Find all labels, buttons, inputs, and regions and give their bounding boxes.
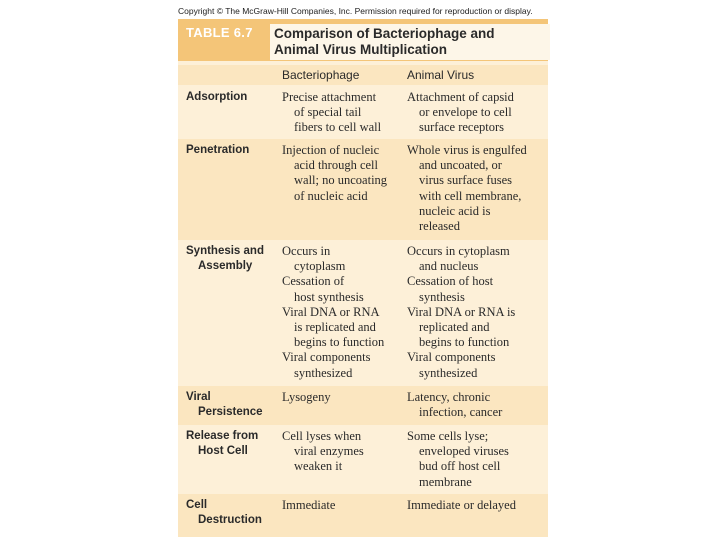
cell-line: Viral components xyxy=(282,350,371,365)
cell-line: begins to function xyxy=(419,335,510,350)
cell-line: replicated and xyxy=(419,320,490,335)
cell-line: Immediate xyxy=(282,498,336,512)
cell-line: is replicated and xyxy=(294,320,376,335)
bacteriophage-cell xyxy=(282,498,402,513)
table-title-line-1: Comparison of Bacteriophage and xyxy=(274,26,495,41)
cell-line: and nucleus xyxy=(419,259,479,274)
cell-line: Cessation of host xyxy=(407,274,494,289)
row-label-line: Adsorption xyxy=(186,91,248,103)
table-row-adsorption xyxy=(178,86,548,139)
table-row-cell-destruction xyxy=(178,494,548,537)
cell-line: with cell membrane, xyxy=(419,188,522,203)
cell-line: weaken it xyxy=(294,459,343,474)
row-label-line: Persistence xyxy=(198,406,263,418)
cell-line: Cessation of xyxy=(282,274,345,289)
cell-line: Whole virus is engulfed xyxy=(407,143,527,157)
cell-line: bud off host cell xyxy=(419,459,501,474)
cell-line: virus surface fuses xyxy=(419,173,513,188)
bacteriophage-cell xyxy=(282,390,402,405)
row-label xyxy=(186,244,274,274)
animal-virus-cell xyxy=(407,390,545,420)
cell-line: Lysogeny xyxy=(282,390,331,404)
cell-line: Cell lyses when xyxy=(282,429,362,443)
cell-line: or envelope to cell xyxy=(419,105,512,120)
cell-line: Some cells lyse; xyxy=(407,429,489,443)
cell-line: released xyxy=(419,219,460,234)
cell-line: wall; no uncoating xyxy=(294,173,388,188)
cell-line: surface receptors xyxy=(419,120,505,135)
cell-line: Viral DNA or RNA xyxy=(282,304,380,319)
cell-line: infection, cancer xyxy=(419,405,503,420)
cell-line: Occurs in cytoplasm xyxy=(407,244,510,258)
animal-virus-cell xyxy=(407,90,545,136)
bacteriophage-cell xyxy=(282,90,402,136)
row-label-line: Release from xyxy=(186,430,259,442)
table-row-release xyxy=(178,425,548,494)
row-label-line: Cell xyxy=(186,499,208,511)
table-row-synthesis-assembly xyxy=(178,240,548,386)
comparison-table xyxy=(178,19,548,537)
bacteriophage-cell xyxy=(282,143,402,204)
cell-line: Immediate or delayed xyxy=(407,498,516,512)
table-number: TABLE 6.7 xyxy=(186,25,253,40)
row-label xyxy=(186,143,274,158)
row-label-line: Assembly xyxy=(198,260,253,272)
row-label-line: Penetration xyxy=(186,144,250,156)
table-number-tag xyxy=(178,19,266,61)
cell-line: Viral components xyxy=(407,350,496,365)
row-label xyxy=(186,498,274,528)
cell-line: of special tail xyxy=(294,105,362,120)
cell-line: and uncoated, or xyxy=(419,158,502,173)
bacteriophage-cell xyxy=(282,429,402,475)
cell-line: synthesized xyxy=(294,365,353,380)
animal-virus-cell xyxy=(407,429,545,490)
copyright-notice: Copyright © The McGraw-Hill Companies, Inc. Permission required for reproduction or display. xyxy=(178,6,533,16)
table-row-viral-persistence xyxy=(178,386,548,425)
table-title-line-2: Animal Virus Multiplication xyxy=(274,42,448,57)
cell-line: viral enzymes xyxy=(294,444,364,459)
animal-virus-cell xyxy=(407,498,545,513)
cell-line: synthesis xyxy=(419,289,465,304)
cell-line: Attachment of capsid xyxy=(407,90,514,104)
cell-line: fibers to cell wall xyxy=(294,120,382,135)
row-label-line: Host Cell xyxy=(198,445,248,457)
row-label-line: Synthesis and xyxy=(186,245,264,257)
table-title xyxy=(270,24,550,60)
animal-virus-cell xyxy=(407,143,545,234)
cell-line: cytoplasm xyxy=(294,259,346,274)
cell-line: Injection of nucleic xyxy=(282,143,380,157)
cell-line: begins to function xyxy=(294,335,385,350)
cell-line: Viral DNA or RNA is xyxy=(407,304,516,319)
cell-line: Latency, chronic xyxy=(407,390,491,404)
row-label xyxy=(186,390,274,420)
cell-line: enveloped viruses xyxy=(419,444,509,459)
cell-line: membrane xyxy=(419,474,472,489)
cell-line: host synthesis xyxy=(294,289,364,304)
column-header-animal-virus: Animal Virus xyxy=(407,68,475,82)
cell-line: acid through cell xyxy=(294,158,378,173)
column-header-row xyxy=(178,65,548,85)
cell-line: nucleic acid is xyxy=(419,203,491,218)
row-label-line: Destruction xyxy=(198,514,262,526)
bacteriophage-cell xyxy=(282,244,402,381)
cell-line: Precise attachment xyxy=(282,90,377,104)
cell-line: of nucleic acid xyxy=(294,188,368,203)
row-label-line: Viral xyxy=(186,391,211,403)
row-label xyxy=(186,90,274,105)
row-label xyxy=(186,429,274,459)
table-row-penetration xyxy=(178,139,548,240)
cell-line: Occurs in xyxy=(282,244,331,258)
animal-virus-cell xyxy=(407,244,545,381)
cell-line: synthesized xyxy=(419,365,478,380)
column-header-bacteriophage: Bacteriophage xyxy=(282,68,360,82)
